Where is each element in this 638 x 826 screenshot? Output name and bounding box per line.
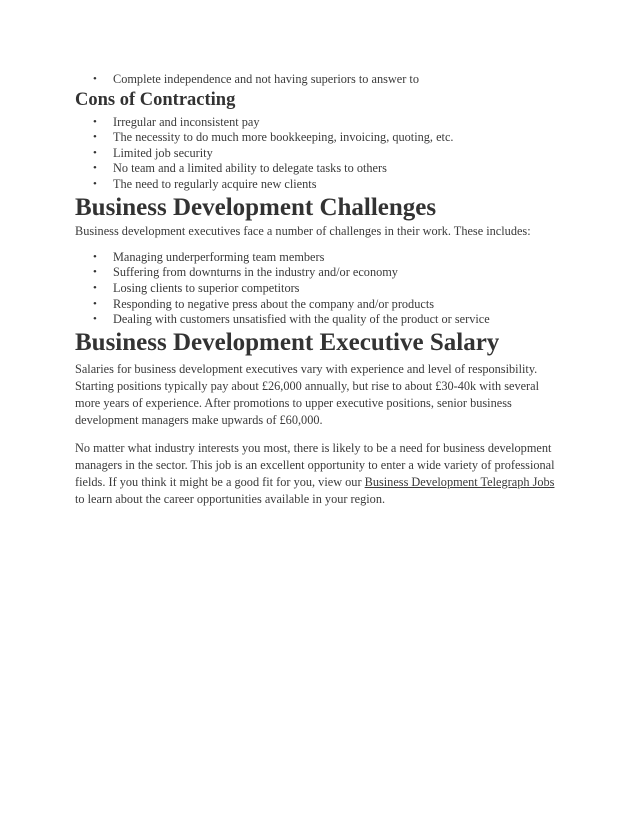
list-item: • The necessity to do much more bookkeeping, invoicing, quoting, etc.: [113, 130, 565, 146]
paragraph-text: to learn about the career opportunities available in your region.: [75, 492, 386, 507]
list-item: • No team and a limited ability to delegate tasks to others: [113, 161, 565, 177]
opportunity-paragraph: [75, 440, 565, 509]
list-item: • Irregular and inconsistent pay: [113, 115, 565, 131]
list-item: • Losing clients to superior competitors: [113, 281, 565, 297]
salary-heading: Business Development Executive Salary: [75, 328, 500, 356]
list-item: • Limited job security: [113, 146, 565, 162]
pros-list-tail: [75, 72, 565, 88]
list-item: • Suffering from downturns in the industry and/or economy: [113, 265, 565, 281]
list-item: • Managing underperforming team members: [113, 250, 565, 266]
challenges-list: [75, 250, 565, 328]
telegraph-jobs-link[interactable]: Business Development Telegraph Jobs: [364, 474, 555, 489]
challenges-heading: Business Development Challenges: [75, 193, 437, 221]
list-item: • Dealing with customers unsatisfied with the quality of the product or service: [113, 312, 565, 328]
salary-paragraph: Salaries for business development executives vary with experience and level of responsibility. Starting positions typically pay about £26,000 annually, but rise to about £30-40k with several more years of experience. After promotions to upper executive positions, senior business development managers make upwards of £60,000.: [75, 361, 540, 428]
document-page: [75, 72, 565, 508]
cons-list: [75, 115, 565, 193]
list-item: • The need to regularly acquire new clients: [113, 177, 565, 193]
paragraph-text: No matter what industry interests you most, there is likely to be a need for business development managers in the sector. This job is an excellent opportunity to enter a wide variety of professional fields. If you think it might be a good fit for you, view our: [75, 440, 555, 489]
list-item: • Responding to negative press about the company and/or products: [113, 297, 565, 313]
challenges-intro: Business development executives face a number of challenges in their work. These includes:: [75, 223, 531, 238]
cons-heading: Cons of Contracting: [75, 89, 236, 110]
list-item: • Complete independence and not having superiors to answer to: [113, 72, 565, 88]
